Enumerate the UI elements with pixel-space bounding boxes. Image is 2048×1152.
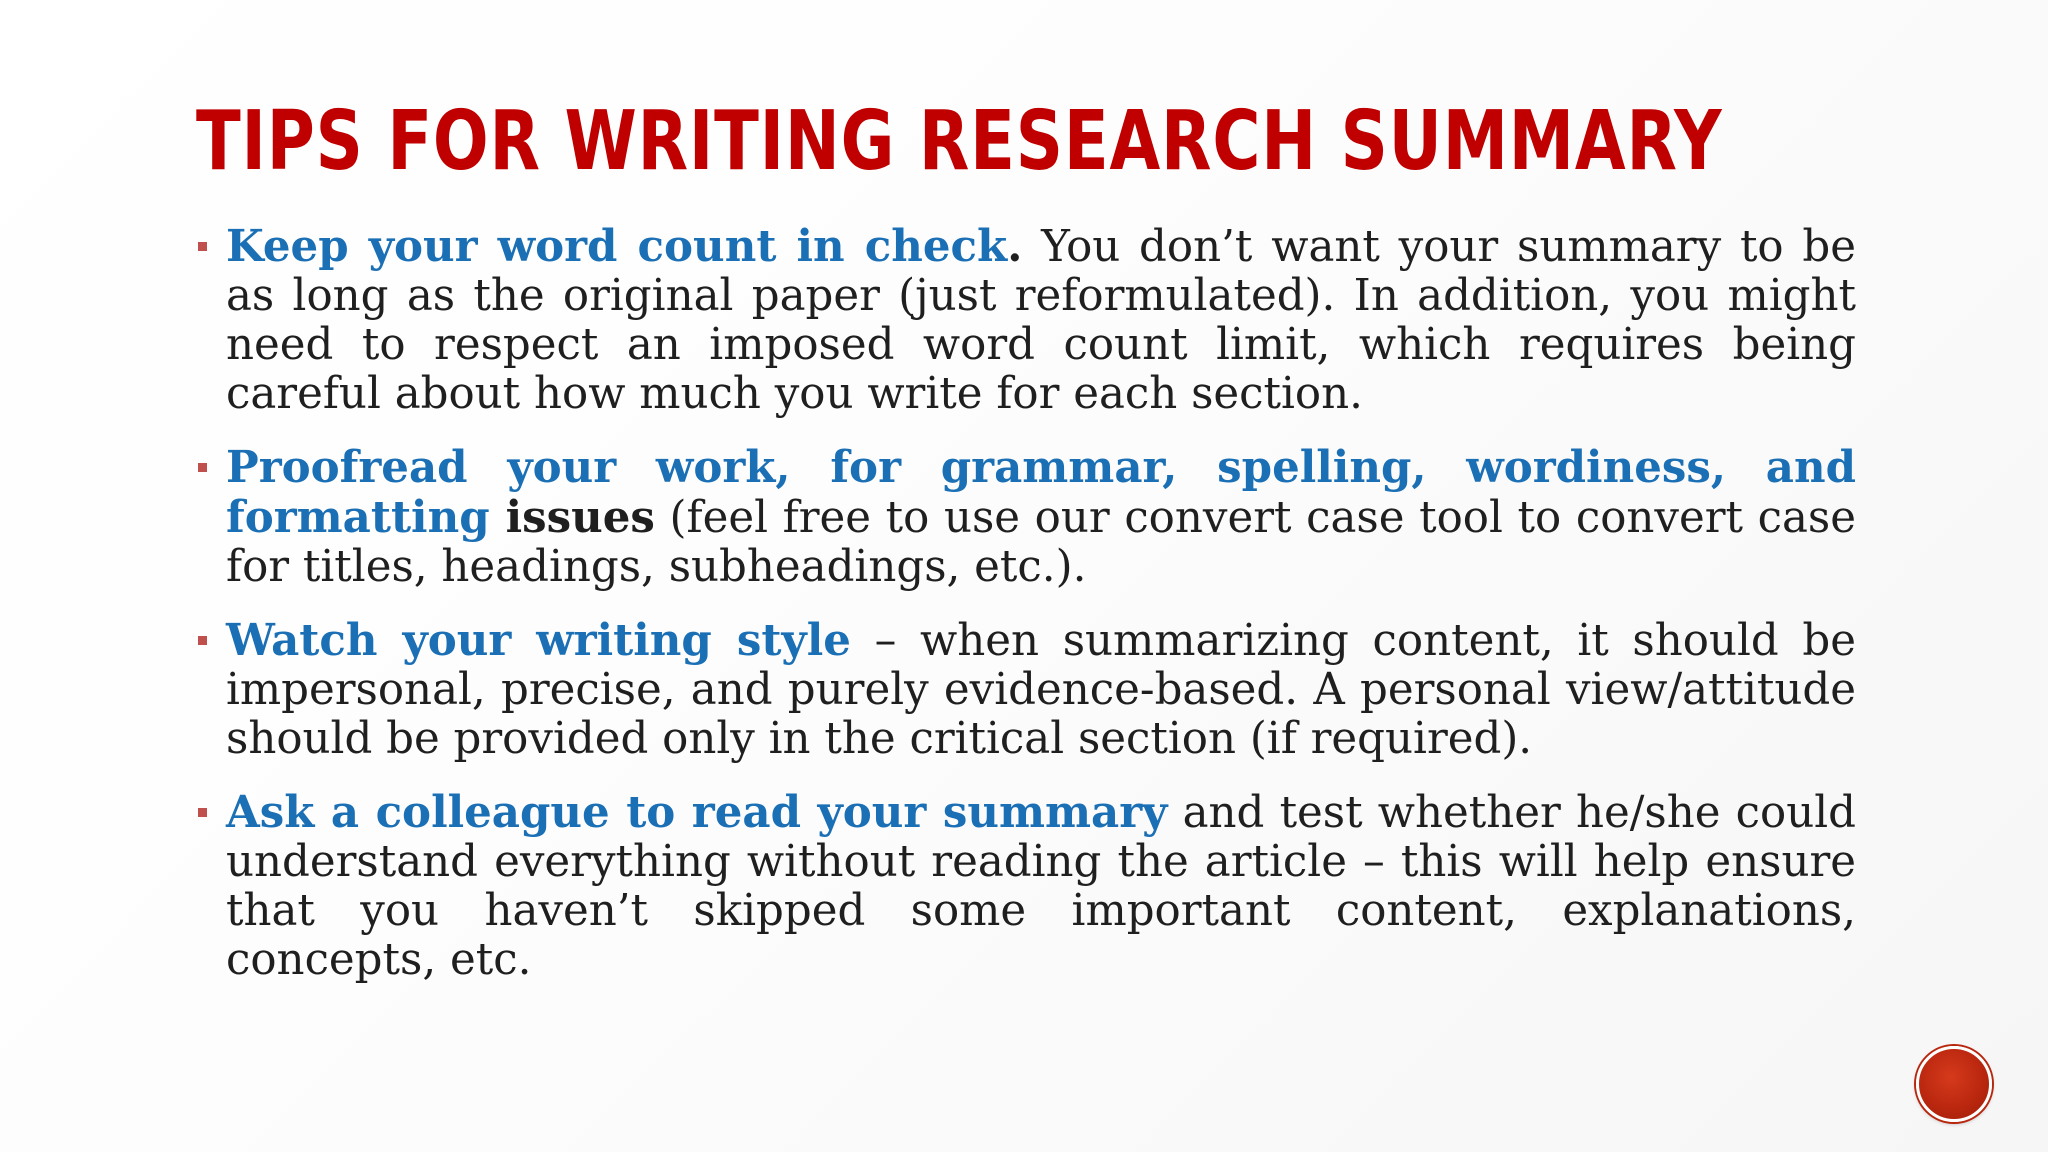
bullet-item-proofread (196, 443, 1856, 592)
bullet-highlight: Watch your writing style (226, 615, 851, 666)
bullet-text: – when summarizing content, it should be impersonal, precise, and purely evidence-based. A personal view/attitude should be provided only in the critical section (if required). (226, 616, 1856, 764)
next-slide-button[interactable] (1916, 1046, 1992, 1122)
slide-title: TIPS FOR WRITING RESEARCH SUMMARY (196, 94, 1723, 189)
bullet-highlight: Keep your word count in check (226, 221, 1008, 272)
bullet-item-writing-style (196, 616, 1856, 764)
bullet-highlight: Proofread your work, for grammar, spelling, wordiness, and formatting (226, 442, 1856, 543)
bullet-list (196, 222, 1856, 1009)
bullet-item-word-count (196, 222, 1856, 419)
bullet-bold-text: . (1007, 221, 1023, 272)
bullet-bold-text: issues (489, 492, 655, 543)
bullet-highlight: Ask a colleague to read your summary (226, 787, 1168, 838)
bullet-marker-icon (198, 463, 207, 472)
bullet-marker-icon (198, 242, 207, 251)
bullet-marker-icon (198, 636, 207, 645)
bullet-item-colleague (196, 788, 1856, 985)
bullet-text: and test whether he/she could understand everything without reading the article – this will help ensure that you haven’t skipped some important content, explanations, concepts, etc. (226, 788, 1857, 985)
bullet-text: You don’t want your summary to be as long as the original paper (just reformulated). In addition, you might need to respect an imposed word count limit, which requires being careful about how much you write for each section. (226, 222, 1856, 419)
bullet-marker-icon (198, 808, 207, 817)
bullet-text: (feel free to use our convert case tool to convert case for titles, headings, subheadings, etc.). (226, 493, 1856, 592)
